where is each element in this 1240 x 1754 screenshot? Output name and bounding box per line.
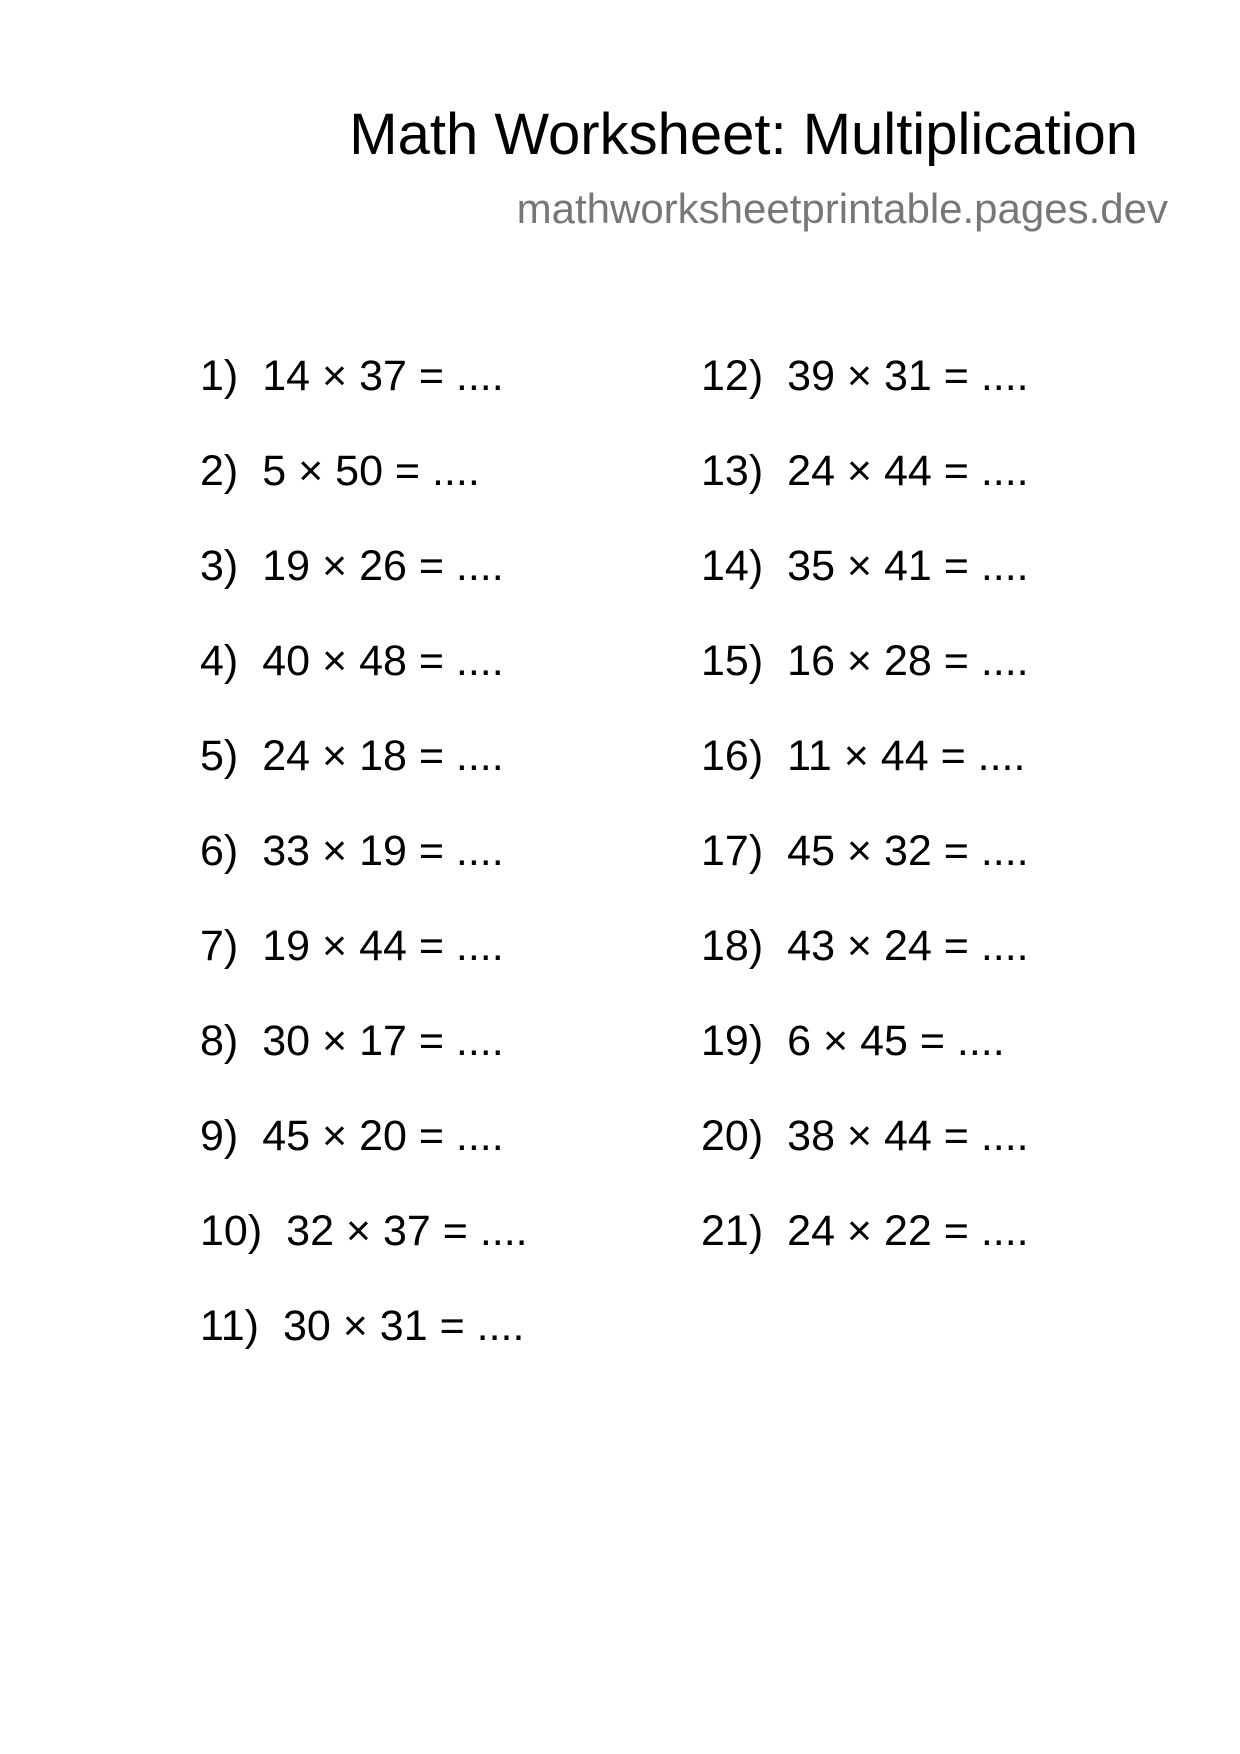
- problem-list-left: [200, 350, 528, 1395]
- problem-expression: 5 × 50 = ....: [262, 447, 480, 495]
- problem-expression: 11 × 44 = ....: [787, 732, 1026, 780]
- problem-number: 20): [701, 1112, 764, 1160]
- problem-expression: 43 × 24 = ....: [787, 922, 1029, 970]
- problem-number: 10): [200, 1207, 263, 1255]
- problem-expression: 38 × 44 = ....: [787, 1112, 1029, 1160]
- problem-expression: 16 × 28 = ....: [787, 637, 1029, 685]
- problem-item: [701, 730, 1029, 825]
- problem-expression: 45 × 20 = ....: [262, 1112, 504, 1160]
- problem-expression: 32 × 37 = ....: [286, 1207, 528, 1255]
- problem-item: [200, 730, 528, 825]
- problem-number: 3): [200, 542, 239, 590]
- problem-number: 5): [200, 732, 239, 780]
- problem-item: [200, 1205, 528, 1300]
- problem-number: 12): [701, 352, 764, 400]
- problem-item: [701, 825, 1029, 920]
- problem-number: 4): [200, 637, 239, 685]
- problem-number: 9): [200, 1112, 239, 1160]
- problem-item: [701, 1015, 1029, 1110]
- problem-number: 15): [701, 637, 764, 685]
- problem-list-right: [701, 350, 1029, 1300]
- problem-number: 1): [200, 352, 239, 400]
- problem-number: 8): [200, 1017, 239, 1065]
- problem-expression: 30 × 31 = ....: [282, 1302, 525, 1350]
- problem-item: [200, 1015, 528, 1110]
- problem-expression: 14 × 37 = ....: [262, 352, 504, 400]
- problem-expression: 24 × 18 = ....: [262, 732, 504, 780]
- problem-item: [701, 635, 1029, 730]
- problem-expression: 30 × 17 = ....: [262, 1017, 504, 1065]
- problem-number: 7): [200, 922, 239, 970]
- problem-number: 14): [701, 542, 764, 590]
- problem-number: 11): [200, 1302, 259, 1350]
- site-url: mathworksheetprintable.pages.dev: [516, 185, 1168, 232]
- problem-expression: 24 × 44 = ....: [787, 447, 1029, 495]
- problem-item: [200, 635, 528, 730]
- problem-number: 21): [701, 1207, 764, 1255]
- problem-number: 2): [200, 447, 239, 495]
- problem-number: 17): [701, 827, 764, 875]
- problem-item: [701, 920, 1029, 1015]
- problem-item: [200, 1300, 528, 1395]
- problem-expression: 19 × 44 = ....: [262, 922, 504, 970]
- problem-number: 19): [701, 1017, 764, 1065]
- problem-expression: 6 × 45 = ....: [787, 1017, 1005, 1065]
- problem-item: [701, 1205, 1029, 1300]
- problem-number: 18): [701, 922, 764, 970]
- problem-expression: 45 × 32 = ....: [787, 827, 1029, 875]
- problem-expression: 39 × 31 = ....: [787, 352, 1029, 400]
- problem-item: [200, 1110, 528, 1205]
- problem-number: 13): [701, 447, 764, 495]
- problem-number: 6): [200, 827, 239, 875]
- problem-expression: 33 × 19 = ....: [262, 827, 504, 875]
- problem-item: [701, 540, 1029, 635]
- problem-item: [701, 445, 1029, 540]
- problem-item: [701, 1110, 1029, 1205]
- problem-item: [200, 350, 528, 445]
- problem-item: [200, 825, 528, 920]
- problem-expression: 19 × 26 = ....: [262, 542, 504, 590]
- problem-expression: 35 × 41 = ....: [787, 542, 1029, 590]
- problem-expression: 24 × 22 = ....: [787, 1207, 1029, 1255]
- problem-expression: 40 × 48 = ....: [262, 637, 504, 685]
- problem-item: [200, 445, 528, 540]
- page-title: Math Worksheet: Multiplication: [349, 102, 1138, 167]
- problem-item: [701, 350, 1029, 445]
- problem-item: [200, 540, 528, 635]
- problem-item: [200, 920, 528, 1015]
- problem-number: 16): [701, 732, 764, 780]
